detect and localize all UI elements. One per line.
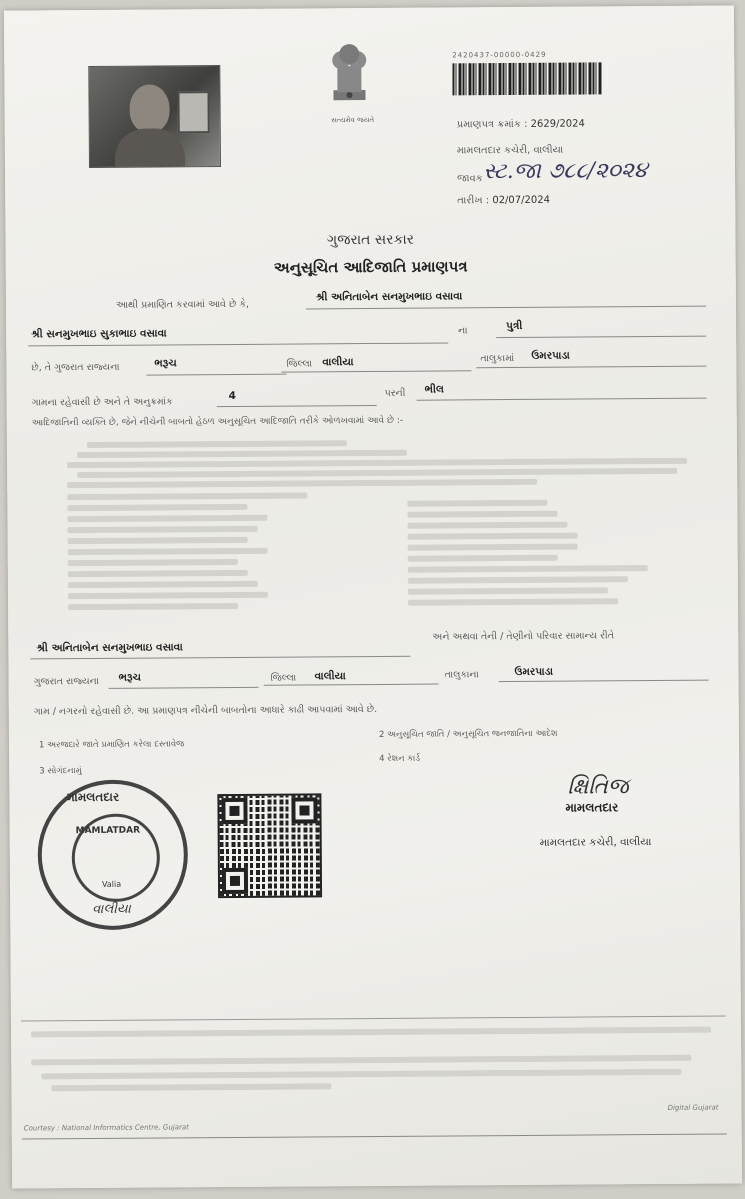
signature-scribble: ક્ષિતિજ: [567, 774, 629, 800]
order-list-right: [407, 494, 688, 611]
qr-finder: [222, 868, 248, 894]
issue-date-label: તારીખ :: [457, 195, 490, 207]
order-line: [67, 515, 267, 522]
line-residence-name: [30, 656, 410, 660]
serial-number: 4: [228, 389, 236, 403]
intro-label: આથી પ્રમાણિત કરવામાં આવે છે કે,: [115, 298, 250, 311]
order-line: [68, 526, 258, 533]
order-line: [407, 500, 547, 507]
seal-top-text: મામલતદાર: [66, 789, 120, 805]
certificate-number-label: પ્રમાણપત્ર ક્રમાંક :: [456, 118, 528, 131]
basis-item-4: 4 રેશન કાર્ડ: [379, 753, 421, 764]
seal-bottom-text: વાલીયા: [92, 901, 131, 917]
taluka-label: તાલુકામાં: [480, 353, 515, 365]
applicant-photo: [88, 65, 221, 168]
order-line: [407, 511, 557, 518]
certificate-paper: [4, 5, 742, 1188]
native-taluka: ઉમરપાડા: [531, 349, 570, 362]
footer-line: [41, 1069, 681, 1079]
footer-line: [51, 1083, 331, 1091]
order-line: [68, 570, 248, 577]
order-line: [408, 544, 578, 551]
line-taluka: [476, 366, 706, 369]
order-line: [407, 522, 567, 529]
order-line: [408, 576, 628, 584]
applicant-name: શ્રી અનિતાબેન સનમુખભાઇ વસાવા: [315, 290, 463, 304]
residence-state-label: ગુજરાત રાજ્યના: [33, 675, 100, 688]
residence-subdistrict: વાલીયા: [314, 670, 346, 683]
certificate-title: અનુસૂચિત આદિજાતિ પ્રમાણપત્ર: [273, 257, 468, 277]
line-subdistrict: [281, 370, 471, 372]
issue-date-value: 02/07/2024: [492, 194, 550, 207]
qr-finder: [221, 798, 247, 824]
reference-line: [87, 440, 347, 448]
outward-label: જાવક: [457, 173, 483, 185]
signatory-title: મામલતદાર: [565, 800, 619, 815]
reference-line: [77, 450, 407, 458]
residence-district: ભરૂચ: [118, 671, 141, 684]
reference-line: [77, 468, 677, 478]
order-line: [68, 603, 238, 610]
relation-value: પુત્રી: [506, 319, 523, 333]
order-line: [68, 548, 268, 555]
footer-notes: [21, 1016, 727, 1132]
line-relation: [496, 336, 706, 338]
residence-name: શ્રી અનિતાબેન સનમુખભાઇ વસાવા: [36, 641, 183, 655]
line-father: [28, 342, 448, 346]
footer-courtesy: Courtesy : National Informatics Centre, Gujarat: [23, 1123, 189, 1133]
tribe-intro: આદિજાતિની વ્યક્તિ છે, જેને નીચેની બાબતો હેઠળ અનુસૂચિત આદિજાતિ તરીકે ઓળખવામાં આવે છે :-: [31, 415, 404, 429]
order-line: [408, 598, 618, 605]
caste-label: પરની: [384, 387, 406, 399]
certificate-number-value: 2629/2024: [530, 118, 585, 130]
footer-digital-gujarat: Digital Gujarat: [667, 1103, 719, 1112]
district-label: જિલ્લા: [286, 358, 313, 370]
order-line: [68, 559, 238, 566]
barcode: [452, 62, 602, 95]
basis-item-1: 1 અરજદારે જાતે પ્રમાણિત કરેલા દસ્તાવેજ: [38, 739, 185, 751]
order-line: [408, 565, 648, 573]
reference-line: [67, 458, 687, 468]
outward-handwritten: સ્ટ.જા ૭૮૮/૨૦૨૪: [482, 158, 648, 185]
signatory-office: મામલતદાર કચેરી, વાલીયા: [539, 836, 652, 849]
seal-place-text: Valia: [101, 879, 122, 889]
native-district: ભરૂચ: [154, 357, 177, 370]
emblem-caption: સત્યમેવ જયતે: [331, 115, 375, 125]
certificate-number: [457, 119, 585, 131]
line-district: [146, 374, 286, 376]
seal-middle-text: MAMLATDAR: [75, 825, 141, 837]
issue-date: [457, 195, 550, 207]
caste-value: ભીલ: [424, 383, 444, 396]
father-name: શ્રી સનમુખભાઇ સુકાભાઇ વસાવા: [31, 327, 167, 341]
residence-subdistrict-label: જિલ્લા: [270, 672, 297, 684]
line-res-subdistrict: [264, 684, 439, 686]
order-line: [68, 581, 258, 588]
serial-label: ગામના રહેવાસી છે અને તે અનુક્રમાંક: [31, 396, 173, 409]
state-label: છે, તે ગુજરાત રાજ્યના: [31, 361, 120, 374]
order-line: [408, 533, 578, 540]
order-line: [68, 592, 268, 599]
window-background: [177, 91, 209, 133]
residence-statement: ગામ / નગરનો રહેવાસી છે. આ પ્રમાણપત્ર નીચેની બાબતોના આધારે કાઢી આપવામાં આવે છે.: [33, 703, 378, 718]
barcode-number: 2420437-00000-0429: [452, 50, 547, 60]
government-title: ગુજરાત સરકાર: [326, 231, 415, 249]
residence-tail: અને અથવા તેની / તેણીનો પરિવાર સામાન્ય રીતે: [432, 630, 615, 643]
relation-label: ના: [458, 325, 468, 337]
verification-qr-code: [217, 793, 322, 898]
order-list-left: [67, 498, 348, 615]
order-line: [408, 587, 608, 594]
residence-taluka-label: તાલુકાના: [444, 669, 479, 681]
legal-reference-block: [67, 434, 707, 500]
footer-line: [31, 1055, 691, 1066]
line-res-district: [109, 687, 259, 689]
official-seal: [37, 779, 188, 930]
footer-line: [31, 1027, 711, 1038]
office-line: મામલતદાર કચેરી, વાલીયા: [456, 144, 564, 157]
order-line: [67, 504, 247, 511]
photo-face: [129, 84, 169, 132]
basis-item-2: 2 અનુસૂચિત જાતિ / અનુસૂચિત જનજાતિના આદેશ: [378, 728, 558, 740]
basis-item-3: 3 સોગંદનામું: [39, 766, 82, 777]
footer-rule: [22, 1134, 727, 1140]
line-res-taluka: [499, 680, 709, 682]
photo-body: [115, 128, 185, 166]
reference-line: [67, 479, 537, 488]
line-serial: [217, 405, 377, 407]
native-subdistrict: વાલીયા: [322, 356, 354, 369]
qr-finder: [291, 797, 317, 823]
order-line: [68, 537, 248, 544]
national-emblem-icon: [319, 38, 379, 108]
order-line: [408, 555, 558, 562]
line-caste: [417, 398, 707, 401]
line-applicant: [306, 306, 706, 310]
residence-taluka: ઉમરપાડા: [514, 665, 554, 679]
